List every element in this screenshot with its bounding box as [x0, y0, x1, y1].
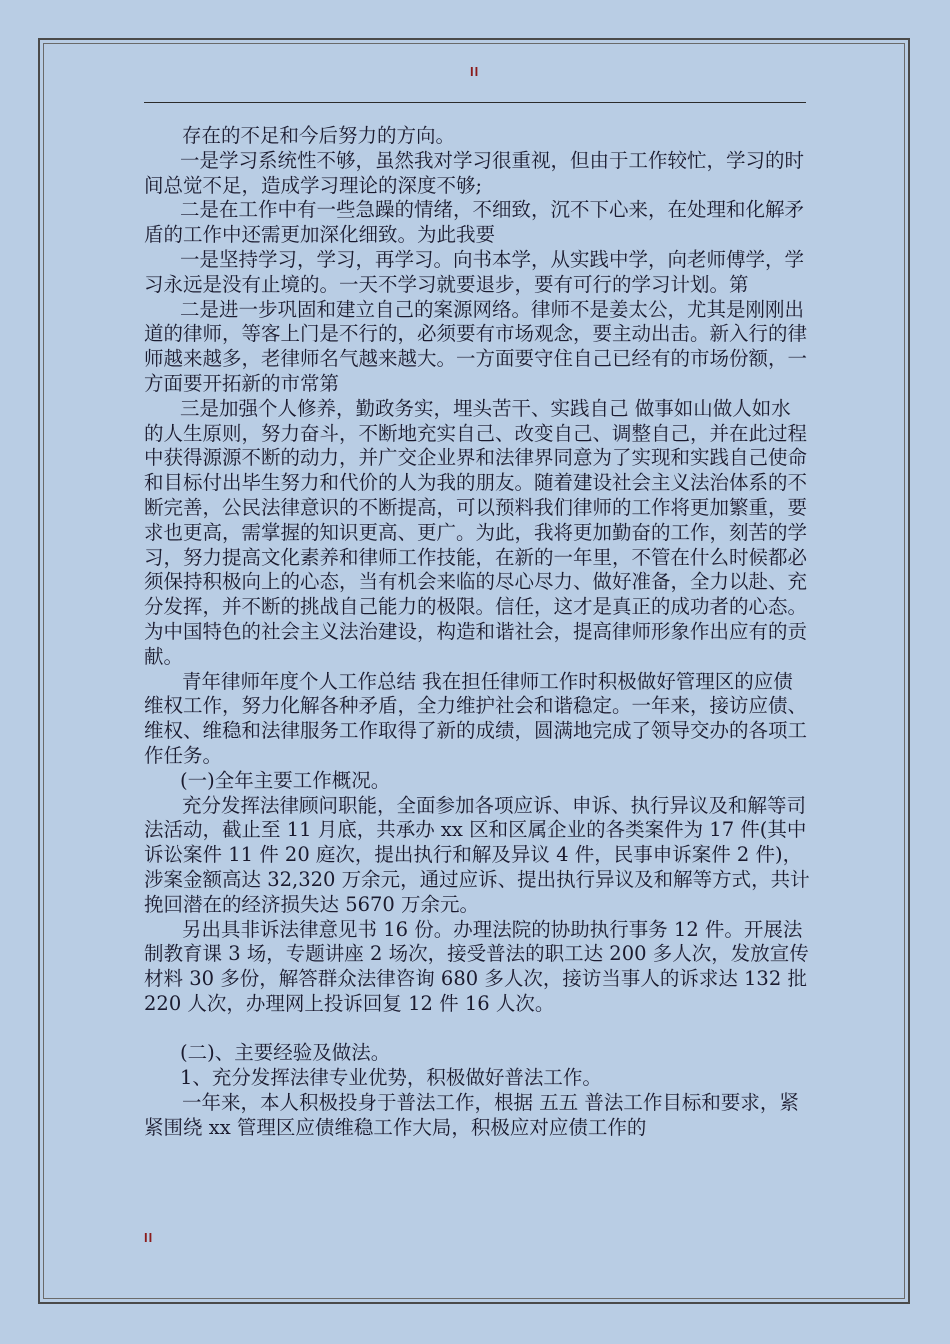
- paragraph: 存在的不足和今后努力的方向。: [182, 124, 456, 147]
- footer-page-mark: II: [144, 1230, 154, 1245]
- paragraph: 三是加强个人修养，勤政务实，埋头苦干、实践自己 做事如山做人如水 的人生原则，努力奋斗，不断地充实自己、改变自己、调整自己，并在此过程中获得源源不断的动力，并广交企业界和法律界同意为了实现和实践自己使命和目标付出毕生努力和代价的人为我的朋友。随着建设社会主义法治体系的不断完善，公民法律意识的不断提高，可以预料我们律师的工作将更加繁重，要求也更高，需掌握的知识更高、更广。为此，我将更加勤奋的工作，刻苦的学习，努力提高文化素养和律师工作技能，在新的一年里，不管在什么时候都必须保持积极向上的心态，当有机会来临的尽心尽力、做好准备，全力以赴、充分发挥，并不断的挑战自己能力的极限。信任，这才是真正的成功者的心态。为中国特色的社会主义法治建设，构造和谐社会，提高律师形象作出应有的贡献。: [144, 396, 808, 668]
- document-body: [144, 124, 810, 1141]
- paragraph: 另出具非诉法律意见书 16 份。办理法院的协助执行事务 12 件。开展法制教育课 3 场，专题讲座 2 场次，接受普法的职工达 200 多人次，发放宣传材料 30 多份，解答群众法律咨询 680 多人次，接访当事人的诉求达 132 批 220 人次，办理网上投诉回复 12 件 16 人次。: [144, 917, 809, 1015]
- paragraph: 一是坚持学习，学习，再学习。向书本学，从实践中学，向老师傅学，学习永远是没有止境的。一天不学习就要退步，要有可行的学习计划。第: [144, 247, 805, 296]
- paragraph: 一年来，本人积极投身于普法工作，根据 五五 普法工作目标和要求，紧紧围绕 xx 管理区应债维稳工作大局，积极应对应债工作的: [144, 1091, 799, 1139]
- paragraph: 青年律师年度个人工作总结 我在担任律师工作时积极做好管理区的应债维权工作，努力化解各种矛盾，全力维护社会和谐稳定。一年来，接访应债、维权、维稳和法律服务工作取得了新的成绩，圆满地完成了领导交办的各项工作任务。: [144, 669, 808, 767]
- header-rule: [144, 102, 806, 103]
- paragraph: 充分发挥法律顾问职能，全面参加各项应诉、申诉、执行异议及和解等司法活动，截止至 11 月底，共承办 xx 区和区属企业的各类案件为 17 件(其中诉讼案件 11 件 20 庭次，提出执行和解及异议 4 件，民事申诉案件 2 件)，涉案金额高达 32,320 万余元，通过应诉、提出执行异议及和解等方式，共计挽回潜在的经济损失达 5670 万余元。: [144, 793, 810, 916]
- section-heading: (一)全年主要工作概况。: [180, 768, 391, 792]
- paragraph: 二是进一步巩固和建立自己的案源网络。律师不是姜太公，尤其是刚刚出道的律师，等客上门是不行的，必须要有市场观念，要主动出击。新入行的律师越来越多，老律师名气越来越大。一方面要守住自己已经有的市场份额，一方面要开拓新的市常第: [144, 297, 808, 395]
- section-heading: (二)、主要经验及做法。: [180, 1041, 391, 1065]
- paragraph: 一是学习系统性不够，虽然我对学习很重视，但由于工作较忙，学习的时间总觉不足，造成学习理论的深度不够;: [144, 148, 805, 197]
- paragraph: 二是在工作中有一些急躁的情绪，不细致，沉不下心来，在处理和化解矛盾的工作中还需更加深化细致。为此我要: [144, 198, 805, 247]
- subsection-heading: 1、充分发挥法律专业优势，积极做好普法工作。: [180, 1066, 602, 1090]
- header-page-mark: II: [470, 64, 480, 79]
- blank-line: [144, 1017, 810, 1042]
